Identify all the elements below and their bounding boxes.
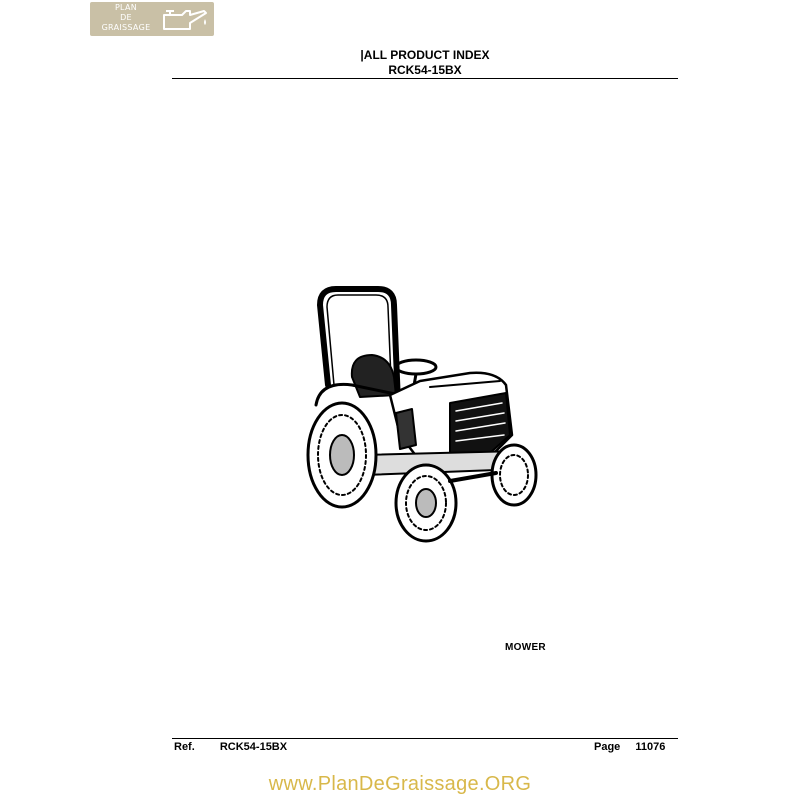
logo-line-3: GRAISSAGE — [101, 23, 151, 32]
footer-divider — [172, 738, 678, 739]
watermark-link[interactable]: www.PlanDeGraissage.ORG — [268, 773, 532, 795]
header-title: |ALL PRODUCT INDEX — [360, 48, 490, 62]
oil-can-icon — [158, 5, 210, 33]
logo-line-1: PLAN — [114, 3, 138, 12]
tractor-illustration — [300, 285, 540, 545]
site-logo — [90, 2, 214, 36]
page-label: Page — [594, 741, 621, 753]
header-subtitle: RCK54-15BX — [388, 63, 462, 77]
footer-reference — [174, 741, 287, 753]
page-number: 11076 — [635, 741, 666, 753]
footer-page — [594, 741, 665, 753]
page-header — [172, 48, 678, 78]
logo-line-2: DE — [120, 13, 132, 22]
ref-label: Ref. — [174, 741, 195, 753]
ref-value: RCK54-15BX — [219, 741, 288, 753]
figure-caption: MOWER — [505, 642, 546, 653]
header-divider — [172, 78, 678, 79]
logo-text — [92, 3, 160, 33]
